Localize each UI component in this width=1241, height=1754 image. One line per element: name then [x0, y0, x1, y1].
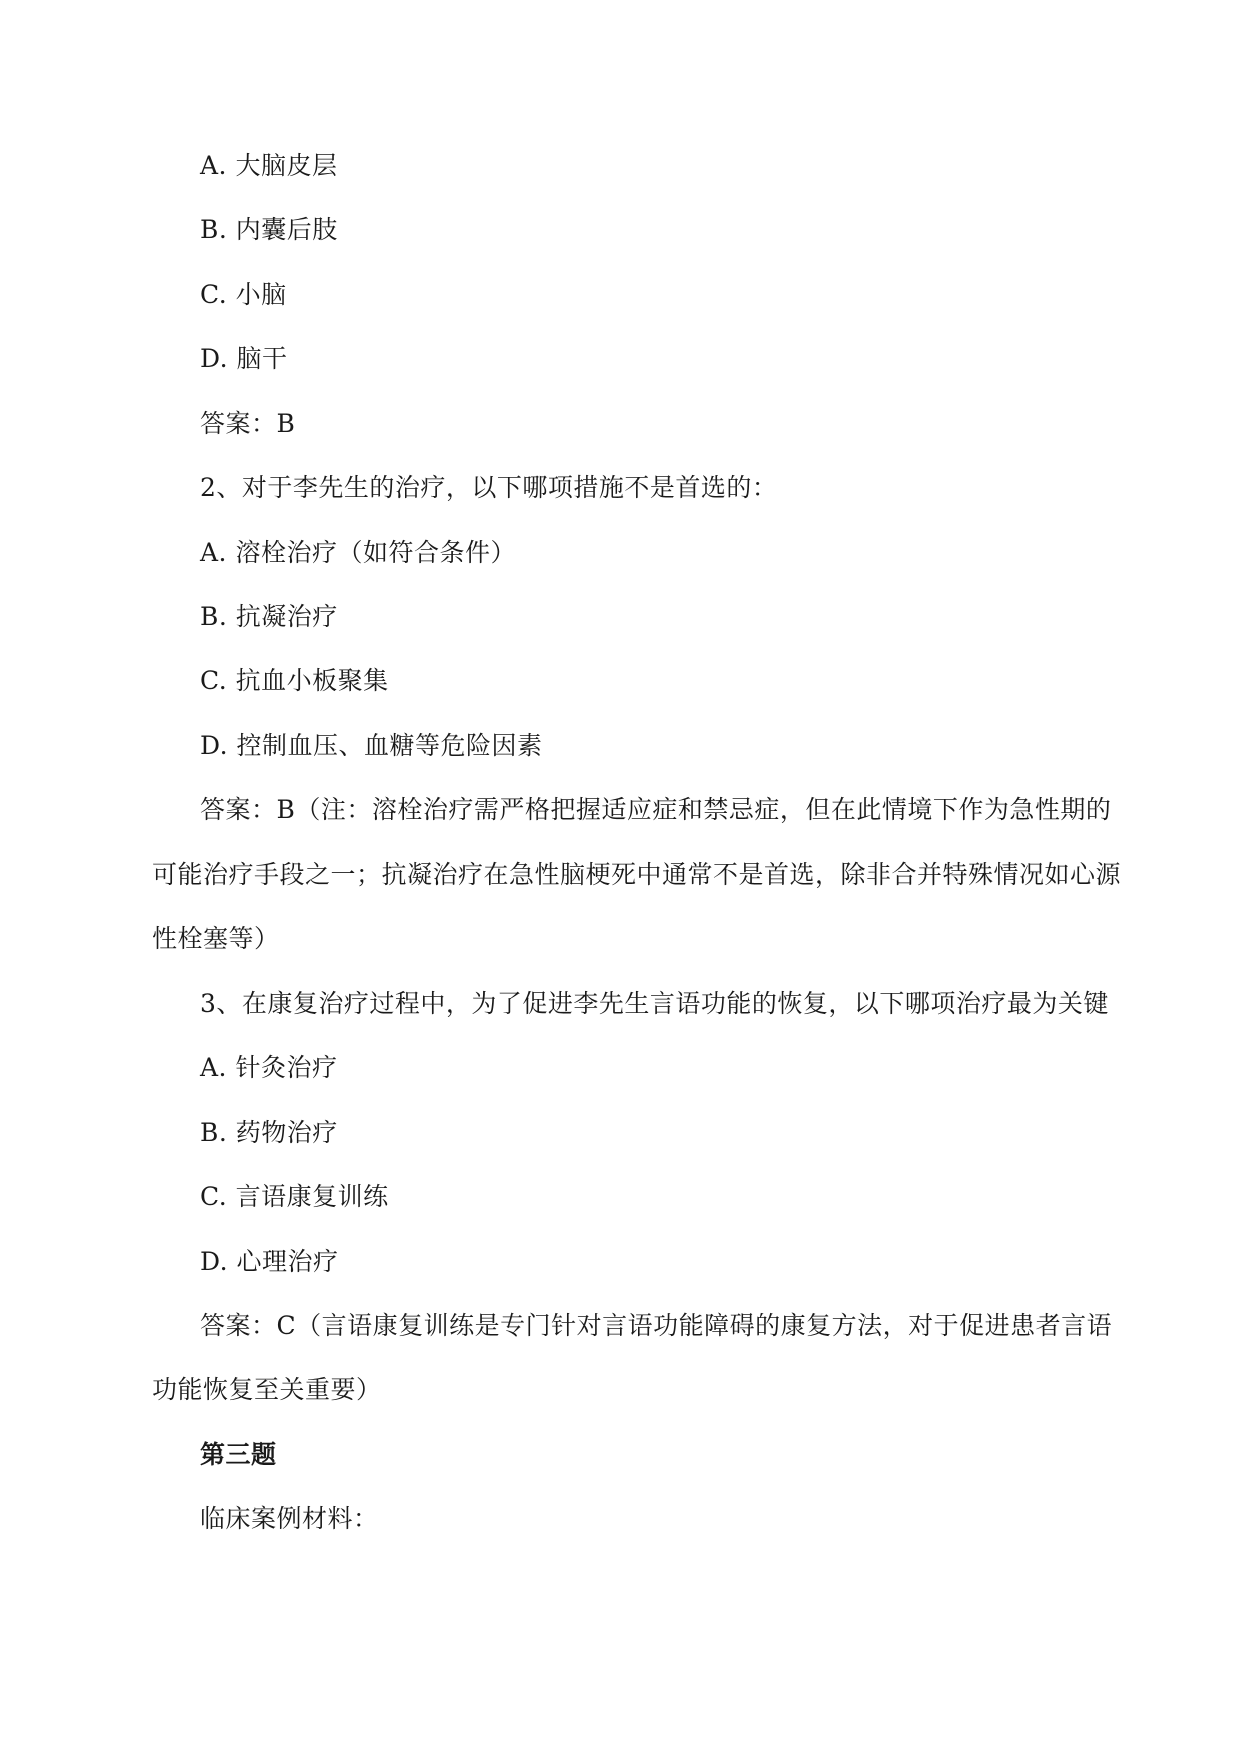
section-heading: 第三题 [200, 1440, 277, 1469]
q1-option-d: D. 脑干 [200, 344, 288, 373]
q1-answer: 答案：B [200, 409, 296, 438]
q3-answer-line-1: 答案：C（言语康复训练是专门针对言语功能障碍的康复方法，对于促进患者言语 [200, 1311, 1113, 1340]
q3-answer-line-2: 功能恢复至关重要） [152, 1375, 382, 1404]
q2-answer-line-2: 可能治疗手段之一；抗凝治疗在急性脑梗死中通常不是首选，除非合并特殊情况如心源 [152, 860, 1122, 889]
q2-answer-line-3: 性栓塞等） [152, 924, 280, 953]
q2-answer-line-1: 答案：B（注：溶栓治疗需严格把握适应症和禁忌症，但在此情境下作为急性期的 [200, 795, 1112, 824]
q3-option-a: A. 针灸治疗 [200, 1053, 338, 1082]
q3-stem: 3、在康复治疗过程中，为了促进李先生言语功能的恢复，以下哪项治疗最为关键 [200, 989, 1109, 1018]
q3-option-c: C. 言语康复训练 [200, 1182, 389, 1211]
section-subtitle: 临床案例材料： [200, 1504, 379, 1533]
q2-option-b: B. 抗凝治疗 [200, 602, 338, 631]
q3-option-b: B. 药物治疗 [200, 1118, 338, 1147]
q2-option-d: D. 控制血压、血糖等危险因素 [200, 731, 543, 760]
q2-option-a: A. 溶栓治疗（如符合条件） [200, 538, 516, 567]
q2-stem: 2、对于李先生的治疗，以下哪项措施不是首选的： [200, 473, 778, 502]
q1-option-a: A. 大脑皮层 [200, 151, 338, 180]
q2-option-c: C. 抗血小板聚集 [200, 666, 389, 695]
q3-option-d: D. 心理治疗 [200, 1247, 339, 1276]
q1-option-b: B. 内囊后肢 [200, 215, 338, 244]
q1-option-c: C. 小脑 [200, 280, 287, 309]
